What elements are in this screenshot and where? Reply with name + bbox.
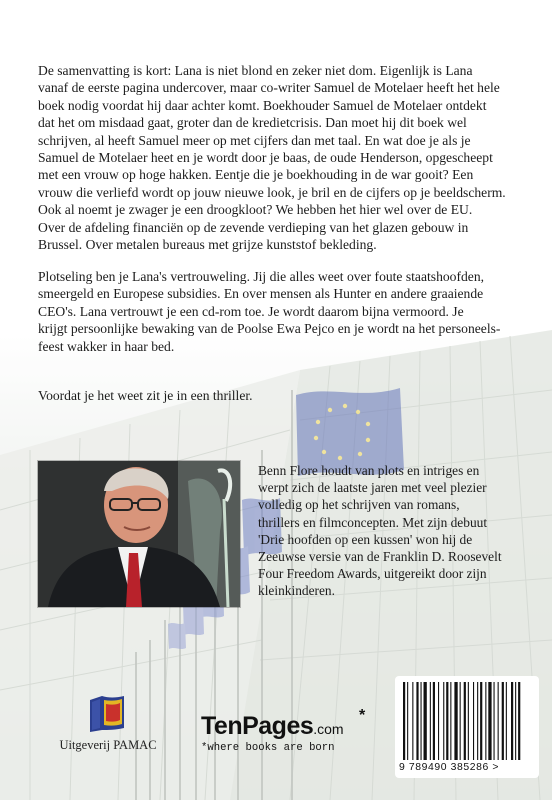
barcode-bar: [433, 682, 435, 760]
isbn-arrow: >: [492, 762, 500, 773]
barcode-bar: [488, 682, 491, 760]
platform-tagline: *where books are born: [201, 742, 335, 754]
barcode-bar: [446, 682, 448, 760]
barcode-bar: [473, 682, 474, 760]
isbn-digits: 9 789490 385286: [399, 762, 489, 773]
barcode-bar: [464, 682, 466, 760]
barcode-bar: [424, 682, 427, 760]
summary-line: boek nodig voordat hij daar achter komt. Boekhouder Samuel de Motelaer ontdekt: [38, 97, 487, 113]
story-line: Plotseling ben je Lana's vertrouweling. Jij die alles weet over foute staatshoofden,: [38, 269, 485, 284]
author-bio-line: volledig op het schrijven van romans,: [258, 497, 460, 513]
publisher-name: Uitgeverij PAMAC: [59, 738, 157, 752]
barcode-bar: [498, 682, 499, 760]
barcode-bar: [515, 682, 516, 760]
isbn-number: [399, 762, 535, 773]
barcode-bar: [485, 682, 486, 760]
barcode-bar: [480, 682, 482, 760]
barcode-bar: [403, 682, 405, 760]
barcode-bar: [421, 682, 422, 760]
summary-line: vanaf de eerste pagina undercover, maar co-writer Samuel de Motelaer heeft het hele: [38, 80, 500, 96]
barcode-bar: [502, 682, 504, 760]
story-line: feest wakker in haar bed.: [38, 338, 175, 354]
barcode-bar: [407, 682, 408, 760]
author-bio-line: thrillers en filmconcepten. Met zijn debuut: [258, 514, 488, 530]
barcode-bar: [494, 682, 495, 760]
barcode-bar: [454, 682, 457, 760]
barcode-bar: [468, 682, 469, 760]
platform-star: *: [359, 707, 366, 724]
platform-wordmark: [201, 713, 344, 742]
teaser-line: Voordat je het weet zit je in een thriller.: [38, 388, 253, 403]
barcode-bar: [511, 682, 513, 760]
platform-domain-suffix: .com: [313, 721, 344, 737]
platform-logo: [193, 699, 373, 779]
barcode-bar: [443, 682, 444, 760]
barcode-bar: [460, 682, 461, 760]
story-line: krijgt persoonlijke bewaking van de Poolse Ewa Pejco en je wordt na het personeels-: [38, 321, 501, 337]
summary-paragraph: [38, 62, 516, 253]
publisher-logo: [48, 694, 168, 753]
summary-line: Brussel. Over metalen bureaus met grijze kunststof bekleding.: [38, 237, 377, 253]
author-photo: [38, 461, 240, 607]
author-bio-line: werpt zich de laatste jaren met veel plezier: [258, 480, 487, 496]
summary-line: met een vrouw op hoge hakken. Eentje die je boekhouding in de war gooit? Een: [38, 167, 474, 183]
barcode-bar: [450, 682, 451, 760]
summary-line: Over de afdeling financiën op de zevende verdieping van het glazen gebouw in: [38, 219, 469, 235]
author-bio: [258, 462, 528, 600]
summary-line: Ook al noemt je zwager je een droogkloot? We hebben het hier wel over de EU.: [38, 202, 473, 218]
summary-line: dat het om misdaad gaat, groter dan de kredietcrisis. Dan moet hij dit boek wel: [38, 115, 467, 131]
author-bio-line: Benn Flore houdt van plots en intriges en: [258, 463, 480, 478]
author-bio-line: Zeeuwse versie van de Franklin D. Roosevelt: [258, 549, 502, 565]
story-line: smeergeld en Europese subsidies. En over mensen als Hunter en andere graaiende: [38, 286, 484, 302]
barcode-bar: [430, 682, 431, 760]
author-bio-line: 'Drie hoofden op een kussen' won hij de: [258, 531, 473, 547]
summary-line: schrijven, al heeft Samuel meer op met cijfers dan met taal. En wat doe je als je: [38, 132, 471, 148]
barcode-bar: [506, 682, 507, 760]
summary-line: vrouw die verliefd wordt op jouw nieuwe look, je bril en de cijfers op je beeldscherm.: [38, 184, 506, 200]
summary-line: De samenvatting is kort: Lana is niet blond en zeker niet dom. Eigenlijk is Lana: [38, 63, 473, 78]
platform-name: TenPages: [201, 712, 314, 740]
barcode-bars: [395, 676, 539, 762]
barcode-bar: [412, 682, 413, 760]
book-pages-logo-icon: [86, 694, 130, 734]
story-paragraph: [38, 268, 516, 355]
author-bio-line: Four Freedom Awards, uitgereikt door zijn: [258, 566, 487, 582]
author-bio-line: kleinkinderen.: [258, 583, 335, 599]
summary-line: Samuel de Motelaer heet en je wordt door je baas, de oude Henderson, opgescheept: [38, 150, 493, 166]
barcode-bar: [477, 682, 478, 760]
barcode-bar: [518, 682, 520, 760]
barcode-bar: [438, 682, 439, 760]
isbn-barcode: [395, 676, 539, 778]
story-line: CEO's. Lana vertrouwt je een cd-rom toe. Je wordt daarom bijna vermoord. Je: [38, 303, 464, 319]
barcode-bar: [416, 682, 418, 760]
